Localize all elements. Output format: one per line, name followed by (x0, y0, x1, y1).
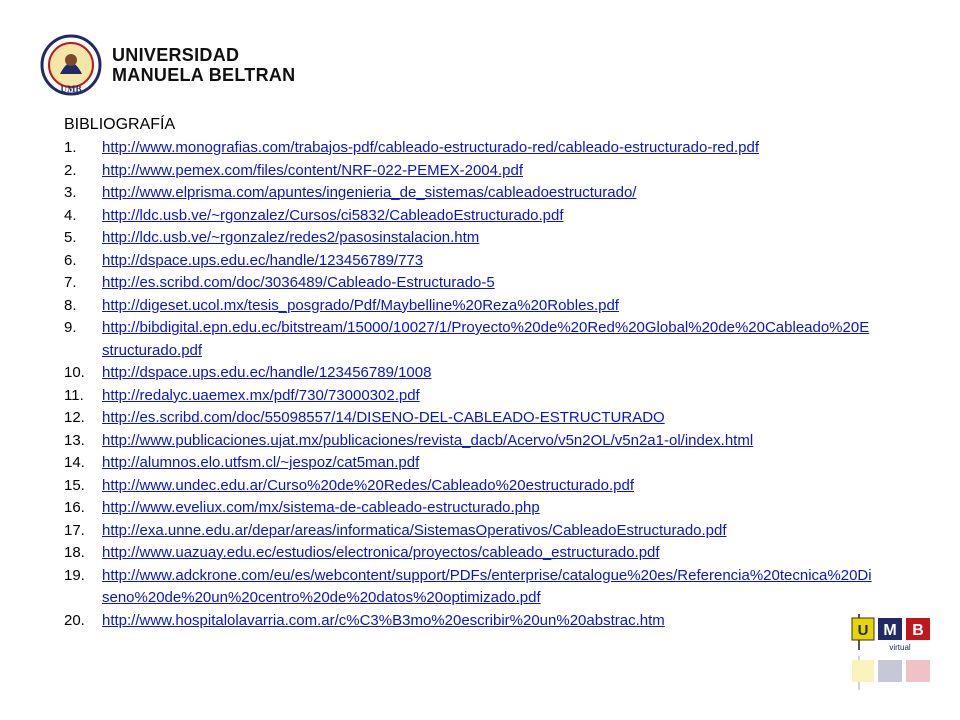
badge-caption: virtual (889, 643, 911, 652)
reference-link[interactable]: http://www.elprisma.com/apuntes/ingenieria_de_sistemas/cableadoestructurado/ (102, 184, 637, 201)
reference-number: 16. (64, 499, 85, 516)
reference-number: 6. (64, 251, 77, 269)
reference-number: 15. (64, 476, 85, 494)
reference-item (64, 565, 874, 610)
reference-link[interactable]: http://www.publicaciones.ujat.mx/publicaciones/revista_dacb/Acervo/v5n2OL/v5n2a1-ol/index.html (102, 431, 754, 449)
university-name-line1: UNIVERSIDAD (112, 45, 240, 65)
reference-link[interactable]: http://exa.unne.edu.ar/depar/areas/informatica/SistemasOperativos/CableadoEstructurado.pdf (102, 521, 727, 539)
reference-link[interactable]: http://redalyc.uaemex.mx/pdf/730/73000302.pdf (102, 386, 420, 404)
reference-link[interactable]: http://www.eveliux.com/mx/sistema-de-cableado-estructurado.php (102, 499, 540, 516)
reference-item (64, 542, 874, 565)
university-name-line2: MANUELA BELTRAN (112, 65, 296, 85)
section-title: BIBLIOGRAFÍA (64, 116, 176, 133)
reference-item (64, 295, 874, 318)
reference-item (64, 317, 874, 362)
reference-number: 17. (64, 521, 85, 539)
university-name (112, 45, 295, 85)
reference-number: 13. (64, 431, 85, 449)
badge-reflection (852, 656, 930, 690)
bibliography-section (64, 114, 874, 632)
reference-item (64, 475, 874, 498)
reference-number: 20. (64, 611, 85, 629)
badge-letter-u: U (857, 622, 869, 639)
reference-link[interactable]: http://ldc.usb.ve/~rgonzalez/Cursos/ci5832/CableadoEstructurado.pdf (102, 206, 564, 224)
university-logo (40, 34, 295, 96)
reference-number: 14. (64, 454, 85, 471)
reference-link[interactable]: http://www.pemex.com/files/content/NRF-022-PEMEX-2004.pdf (102, 161, 524, 179)
reference-number: 5. (64, 229, 77, 246)
reference-link[interactable]: http://alumnos.elo.utfsm.cl/~jespoz/cat5man.pdf (102, 454, 420, 471)
reference-item (64, 227, 874, 250)
reference-link[interactable]: http://es.scribd.com/doc/55098557/14/DISENO-DEL-CABLEADO-ESTRUCTURADO (102, 409, 665, 426)
reference-number: 12. (64, 409, 85, 426)
reference-link[interactable]: http://es.scribd.com/doc/3036489/Cableado-Estructurado-5 (102, 274, 495, 291)
reference-link[interactable]: http://www.uazuay.edu.ec/estudios/electronica/proyectos/cableado_estructurado.pdf (102, 544, 660, 561)
reference-number: 9. (64, 319, 77, 336)
reference-number: 19. (64, 566, 85, 584)
reference-link[interactable]: http://www.adckrone.com/eu/es/webcontent/support/PDFs/enterprise/catalogue%20es/Referencia%20tecnica%20Diseno%20de%20un%20centro%20de%20datos%20optimizado.pdf (102, 566, 872, 606)
reference-number: 7. (64, 274, 77, 291)
reference-number: 10. (64, 364, 85, 381)
reference-item (64, 430, 874, 453)
reference-number: 3. (64, 184, 77, 201)
reference-item (64, 452, 874, 475)
reference-link[interactable]: http://ldc.usb.ve/~rgonzalez/redes2/pasosinstalacion.htm (102, 229, 480, 246)
reference-link[interactable]: http://www.monografias.com/trabajos-pdf/cableado-estructurado-red/cableado-estructurado-red.pdf (102, 139, 760, 156)
reference-item (64, 205, 874, 228)
reference-item (64, 385, 874, 408)
reference-number: 2. (64, 161, 77, 179)
badge-letter-b: B (912, 622, 924, 639)
reference-item (64, 250, 874, 273)
reference-item (64, 520, 874, 543)
reference-number: 1. (64, 139, 77, 156)
reference-item (64, 137, 874, 160)
reference-item (64, 160, 874, 183)
badge-letter-m: M (883, 622, 897, 639)
reference-number: 11. (64, 386, 84, 404)
reference-link[interactable]: http://www.hospitalolavarria.com.ar/c%C3%B3mo%20escribir%20un%20abstrac.htm (102, 611, 665, 629)
reference-item (64, 182, 874, 205)
umb-virtual-logo (846, 610, 936, 694)
reference-link[interactable]: http://dspace.ups.edu.ec/handle/123456789/1008 (102, 364, 432, 381)
seal-text: UMB (60, 84, 82, 94)
reference-number: 4. (64, 206, 77, 224)
reference-link[interactable]: http://digeset.ucol.mx/tesis_posgrado/Pdf/Maybelline%20Reza%20Robles.pdf (102, 296, 619, 314)
reference-item (64, 407, 874, 430)
reference-list (64, 137, 874, 632)
reference-link[interactable]: http://bibdigital.epn.edu.ec/bitstream/15000/10027/1/Proyecto%20de%20Red%20Global%20de%20Cableado%20Estructurado.pdf (102, 319, 870, 359)
reference-item (64, 610, 874, 633)
reference-link[interactable]: http://www.undec.edu.ar/Curso%20de%20Redes/Cableado%20estructurado.pdf (102, 476, 635, 494)
reference-link[interactable]: http://dspace.ups.edu.ec/handle/123456789/773 (102, 251, 424, 269)
reference-item (64, 497, 874, 520)
reference-number: 18. (64, 544, 85, 561)
reference-item (64, 272, 874, 295)
university-seal-icon (40, 34, 102, 96)
reference-number: 8. (64, 296, 77, 314)
reference-item (64, 362, 874, 385)
